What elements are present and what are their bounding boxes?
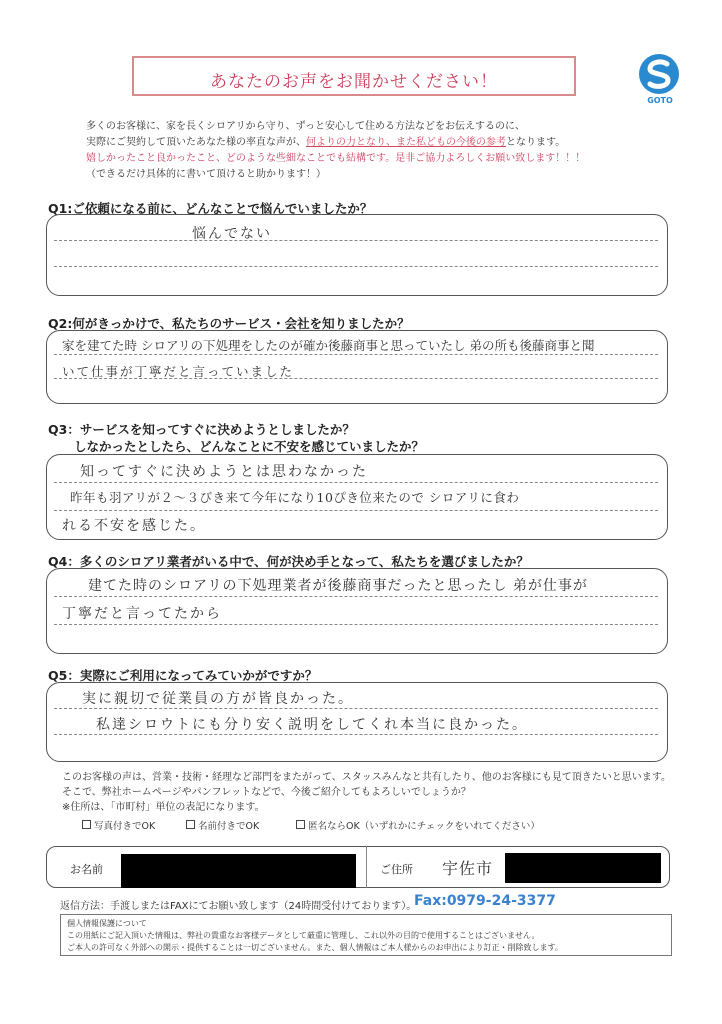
- privacy-notice: [60, 914, 672, 956]
- answer-4-line-2: 丁寧だと言ってたから: [62, 606, 222, 622]
- question-3-sub: しなかったとしたら、どんなことに不安を感じていましたか？: [74, 439, 425, 454]
- logo-text: GOTO: [647, 96, 673, 105]
- answer-5-line-1: 実に親切で従業員の方が皆良かった。: [82, 691, 354, 707]
- intro-line-1: 多くのお客様に、家を長くシロアリから守り、ずっと安心して住める方法などをお伝えするのに、: [86, 121, 525, 132]
- answer-5-line-2: 私達シロウトにも分り安く説明をしてくれ本当に良かった。: [96, 717, 528, 733]
- answer-box-1: [46, 214, 668, 296]
- page-title: あなたのお声をお聞かせください！: [210, 72, 498, 92]
- name-label: お名前: [70, 863, 103, 876]
- intro-line-4: （できるだけ具体的に書いて頂けると助かります！）: [86, 169, 326, 180]
- checkbox[interactable]: [186, 820, 195, 829]
- address-label: ご住所: [380, 863, 413, 876]
- goto-logo-icon: [636, 52, 682, 100]
- fax-number: Fax:0979-24-3377: [414, 893, 556, 909]
- address-value: 宇佐市: [442, 859, 494, 878]
- option-label: 写真付きでOK: [94, 821, 156, 832]
- divider: [54, 624, 658, 625]
- divider: [54, 266, 658, 267]
- divider: [54, 510, 658, 511]
- consent-line-1: このお客様の声は、営業・技術・経理など部門をまたがって、スタッスみんなと共有したり、他のお客様にも見て頂きたいと思います。: [62, 772, 671, 783]
- question-1: Q1:ご依頼になる前に、どんなことで悩んでいましたか？: [48, 201, 373, 216]
- reply-method: 返信方法：手渡しまたはFAXにてお願い致します（24時間受付けております）。: [60, 901, 417, 912]
- answer-3-line-1: 知ってすぐに決めようとは思わなかった: [80, 464, 368, 480]
- intro-highlight: 何よりの力となり、また私どもの今後の参考: [306, 137, 506, 148]
- question-2: Q2:何がきっかけで、私たちのサービス・会社を知りましたか？: [48, 316, 410, 331]
- name-address-divider: [366, 846, 367, 888]
- divider: [54, 708, 658, 709]
- checkbox[interactable]: [82, 820, 91, 829]
- answer-3-line-3: れる不安を感じた。: [62, 518, 206, 534]
- privacy-line-2: この用紙にご記入頂いた情報は、弊社の貴重なお客様データとして厳重に管理し、これ以外の目的で使用することはございません。: [67, 931, 540, 940]
- divider: [54, 734, 658, 735]
- privacy-title: 個人情報保護について: [67, 919, 147, 928]
- consent-line-3: ※住所は、「市町村」単位の表記になります。: [62, 802, 265, 813]
- question-3: Q3：サービスを知ってすぐに決めようとしましたか？: [48, 422, 355, 437]
- divider: [54, 596, 658, 597]
- name-redaction: [121, 854, 356, 888]
- answer-3-line-2: 昨年も羽アリが２～３びき来て今年になり10ぴき位来たので シロアリに食わ: [70, 490, 520, 505]
- intro-text: 実際にご契約して頂いたあなた様の率直な声が、: [86, 137, 306, 148]
- divider: [54, 240, 658, 241]
- title-box: [132, 56, 576, 96]
- intro-line-2: [86, 133, 565, 148]
- option-label: 名前付きでOK: [198, 821, 260, 832]
- divider: [54, 354, 658, 355]
- question-4: Q4：多くのシロアリ業者がいる中で、何が決め手となって、私たちを選びましたか？: [48, 554, 529, 569]
- intro-line-3: 嬉しかったこと良かったこと、どのような些細なことでも結構です。是非ご協力よろしくお願い致します！！！: [86, 153, 586, 164]
- checkbox[interactable]: [296, 820, 305, 829]
- answer-4-line-1: 建てた時のシロアリの下処理業者が後藤商事だったと思ったし 弟が仕事が: [88, 578, 588, 594]
- answer-2-line-1: 家を建てた時 シロアリの下処理をしたのが確か後藤商事と思っていたし 弟の所も後藤商事と聞: [62, 338, 595, 353]
- question-5: Q5：実際にご利用になってみていかがですか？: [48, 668, 318, 683]
- privacy-line-3: ご本人の許可なく外部への開示・提供することは一切ございません。また、個人情報はご本人様からのお申出により訂正・削除致します。: [67, 943, 563, 952]
- option-label: 匿名ならOK（いずれかにチェックをいれてください）: [308, 821, 540, 832]
- intro-text: となります。: [506, 137, 566, 148]
- answer-2-line-2: いて仕事が丁寧だと言っていました: [62, 364, 295, 379]
- address-redaction: [505, 853, 661, 883]
- divider: [54, 482, 658, 483]
- consent-line-2: そこで、弊社ホームページやパンフレットなどで、今後ご紹介してもよろしいでしょうか？: [62, 787, 471, 798]
- answer-1-line-1: 悩んでない: [192, 226, 272, 242]
